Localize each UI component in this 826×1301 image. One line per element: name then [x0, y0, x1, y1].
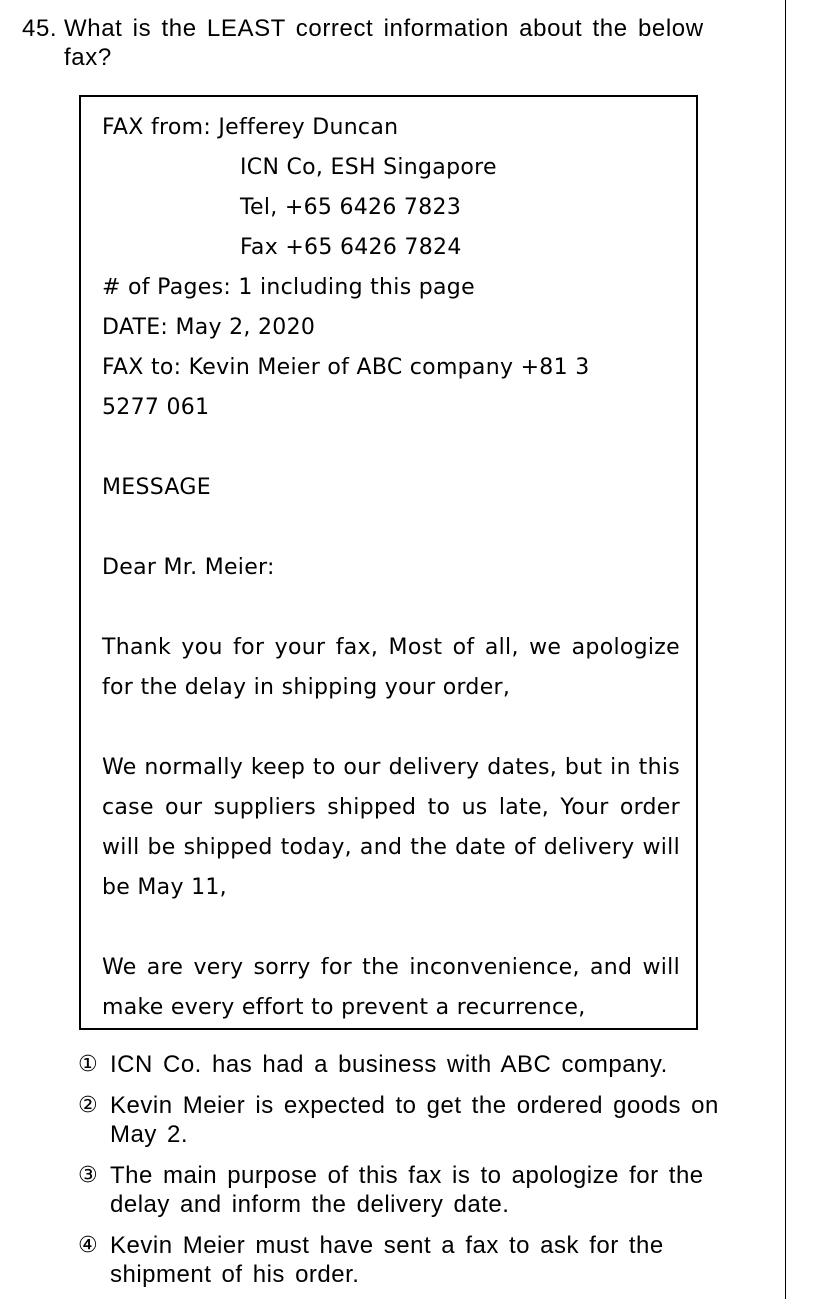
option-text: Kevin Meier is expected to get the ordered goods on May 2.: [110, 1092, 719, 1148]
fax-recipient-line2: 5277 061: [102, 395, 210, 420]
fax-content: [102, 108, 680, 1028]
fax-paragraph-1: Thank you for your fax, Most of all, we apologize for the delay in shipping your order,: [102, 635, 680, 700]
fax-document: [79, 95, 698, 1030]
fax-paragraph-2: We normally keep to our delivery dates, but in this case our suppliers shipped to us late, Your order will be shipped today, and the date of delivery will be May 11,: [102, 755, 680, 900]
question: [22, 14, 757, 72]
column-divider: [785, 0, 786, 1299]
option-text: The main purpose of this fax is to apologize for the delay and inform the delivery date.: [110, 1162, 704, 1218]
fax-salutation: Dear Mr. Meier:: [102, 555, 275, 580]
fax-sender-fax: Fax +65 6426 7824: [240, 235, 462, 260]
option-text: Kevin Meier must have sent a fax to ask for the shipment of his order.: [110, 1232, 664, 1288]
option-text: ICN Co. has had a business with ABC company.: [110, 1051, 668, 1078]
answer-option-4[interactable]: [78, 1231, 768, 1289]
answer-option-3[interactable]: [78, 1161, 768, 1219]
option-marker: ②: [78, 1093, 99, 1118]
fax-paragraph-3: We are very sorry for the inconvenience, and will make every effort to prevent a recurrence,: [102, 955, 680, 1020]
option-marker: ①: [78, 1052, 99, 1077]
question-number: 45.: [22, 15, 58, 42]
option-marker: ④: [78, 1233, 99, 1258]
question-text-line1: What is the LEAST correct information about the below: [64, 15, 704, 42]
fax-sender-tel: Tel, +65 6426 7823: [240, 195, 462, 220]
answer-option-2[interactable]: [78, 1091, 768, 1149]
fax-sender-company: ICN Co, ESH Singapore: [240, 155, 497, 180]
answer-options: [78, 1050, 768, 1301]
fax-from: FAX from: Jefferey Duncan: [102, 115, 399, 140]
question-text-line2: fax?: [64, 44, 112, 71]
fax-pages: # of Pages: 1 including this page: [102, 275, 475, 300]
option-marker: ③: [78, 1163, 99, 1188]
fax-recipient-line1: FAX to: Kevin Meier of ABC company +81 3: [102, 355, 590, 380]
answer-option-1[interactable]: [78, 1050, 768, 1079]
fax-date: DATE: May 2, 2020: [102, 315, 316, 340]
fax-message-heading: MESSAGE: [102, 475, 211, 500]
